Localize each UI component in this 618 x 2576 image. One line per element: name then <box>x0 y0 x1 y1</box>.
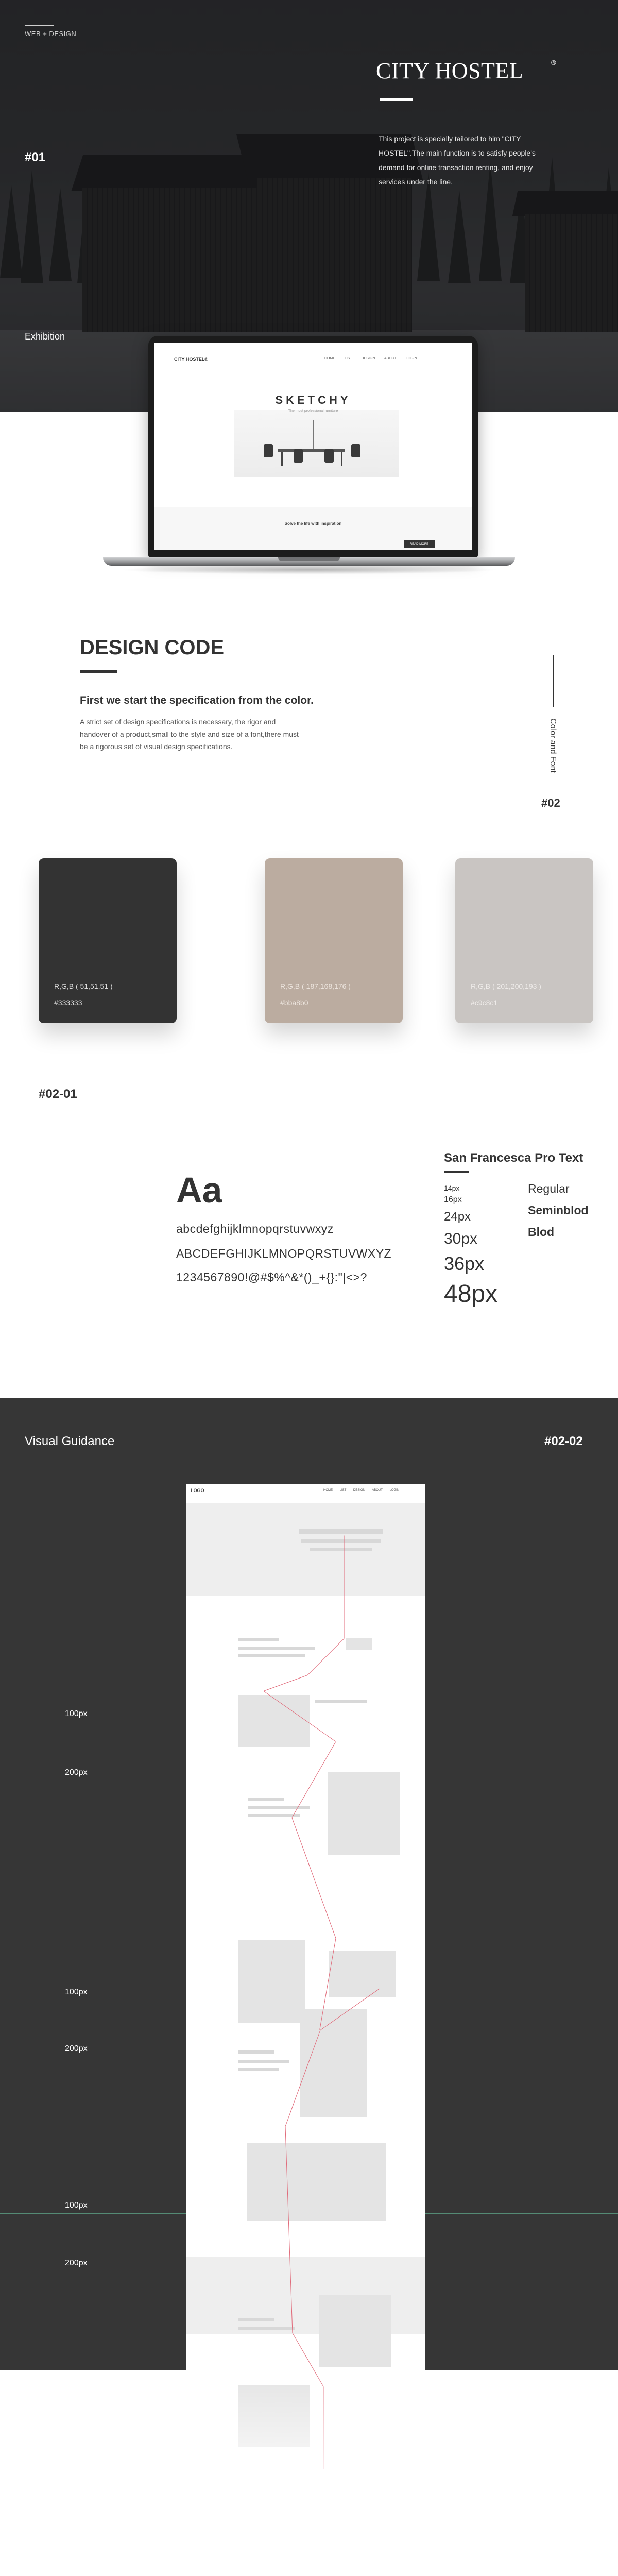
wireframe-nav: HOME LIST DESIGN ABOUT LOGIN <box>323 1489 400 1492</box>
chair-shape <box>294 449 303 463</box>
table-shape <box>278 449 345 452</box>
swatch-hex: #bba8b0 <box>280 998 308 1007</box>
brand-logo: CITY HOSTEL <box>376 58 524 83</box>
wireframe-line <box>299 1529 383 1534</box>
visual-guidance-title: Visual Guidance <box>25 1434 115 1448</box>
spacing-label: 200px <box>65 2044 88 2053</box>
section-number-02-02: #02-02 <box>544 1434 583 1448</box>
wireframe-line <box>238 2327 295 2330</box>
wireframe-hero <box>186 1503 425 1596</box>
wireframe-line <box>238 1654 305 1657</box>
wireframe-block <box>238 1940 305 2023</box>
wireframe-line <box>238 2060 289 2063</box>
wireframe-line <box>310 1548 372 1551</box>
uppercase-glyphs: ABCDEFGHIJKLMNOPQRSTUVWXYZ <box>176 1247 392 1260</box>
laptop-shadow <box>118 565 500 574</box>
font-size-24: 24px <box>444 1210 471 1224</box>
wireframe-block <box>328 1772 400 1855</box>
screen-subtitle: The most professional furniture <box>288 409 338 413</box>
laptop-screen <box>154 343 472 550</box>
spacing-label: 100px <box>65 2201 88 2210</box>
font-weight-regular: Regular <box>528 1182 570 1195</box>
flow-line <box>307 1638 344 1675</box>
section-number: #01 <box>25 150 46 164</box>
design-code-body: A strict set of design specifications is necessary, the rigor and handover of a product,small to the style and size of a font,there must be a rigorous set of visual design specifications. <box>80 718 299 751</box>
color-swatch-beige <box>265 858 403 1023</box>
screen-read-more-button[interactable]: READ MORE <box>404 540 435 548</box>
font-weight-bold: Blod <box>528 1225 555 1239</box>
font-size-30: 30px <box>444 1230 478 1247</box>
title-bar <box>80 670 117 673</box>
lowercase-glyphs: abcdefghijklmnopqrstuvwxyz <box>176 1222 334 1235</box>
wireframe-line <box>248 1806 310 1809</box>
screen-title: SKETCHY <box>275 394 351 406</box>
font-name: San Francesca Pro Text <box>444 1151 583 1165</box>
bottom-fade <box>0 2370 618 2576</box>
swatch-rgb: R,G,B ( 51,51,51 ) <box>54 982 113 990</box>
swatch-hex: #c9c8c1 <box>471 998 498 1007</box>
chair-shape <box>264 444 273 457</box>
spacing-label: 200px <box>65 1768 88 1777</box>
design-code-lead: First we start the specification from the color. <box>80 694 314 706</box>
wireframe-block <box>329 1951 396 1997</box>
font-size-48: 48px <box>444 1280 498 1308</box>
laptop-notch <box>278 557 340 561</box>
font-underline <box>444 1171 469 1173</box>
table-leg <box>281 452 283 466</box>
chair-shape <box>351 444 360 457</box>
font-weight-semibold: Seminblod <box>528 1204 589 1217</box>
symbol-glyphs: 1234567890!@#$%^&*()_+{}:"|<>? <box>176 1270 367 1284</box>
wireframe-logo: LOGO <box>191 1488 204 1493</box>
tag-underline <box>25 25 54 26</box>
section-number-02-01: #02-01 <box>39 1087 77 1101</box>
lamp-shape <box>313 420 314 449</box>
color-and-font-label: Color and Font <box>548 718 557 773</box>
font-size-14: 14px <box>444 1184 460 1192</box>
screen-band-text: Solve the life with inspiration <box>284 521 342 526</box>
wireframe-page <box>186 1484 425 2509</box>
screen-logo: CITY HOSTEL® <box>174 357 208 362</box>
wireframe-block <box>247 2143 386 2221</box>
exhibition-label: Exhibition <box>25 331 65 342</box>
wireframe-line <box>238 1638 279 1641</box>
wireframe-line <box>238 2318 274 2321</box>
side-divider <box>553 655 554 707</box>
flow-line <box>264 1675 307 1691</box>
swatch-rgb: R,G,B ( 201,200,193 ) <box>471 982 541 990</box>
logo-underline <box>380 98 413 101</box>
spacing-label: 100px <box>65 1709 88 1718</box>
wireframe-line <box>315 1700 367 1703</box>
project-description: This project is specially tailored to him "CITY HOSTEL".The main function is to satisfy people's demand for online transaction renting, and enjoy services under the line. <box>379 134 536 186</box>
hero-tag: WEB + DESIGN <box>25 30 77 38</box>
color-swatch-dark <box>39 858 177 1023</box>
wireframe-line <box>238 1647 315 1650</box>
wireframe-block <box>238 1695 310 1747</box>
spacing-label: 100px <box>65 1988 88 1996</box>
design-code-title: DESIGN CODE <box>80 636 225 659</box>
flow-line <box>344 1536 345 1639</box>
wireframe-block <box>300 2009 367 2117</box>
swatch-hex: #333333 <box>54 998 82 1007</box>
wireframe-block <box>319 2295 391 2367</box>
type-sample: Aa <box>176 1170 222 1210</box>
font-size-36: 36px <box>444 1253 485 1274</box>
color-swatch-grey <box>455 858 593 1023</box>
wireframe-block <box>346 1638 372 1650</box>
swatch-rgb: R,G,B ( 187,168,176 ) <box>280 982 351 990</box>
wireframe-line <box>238 2068 279 2071</box>
wireframe-line <box>248 1798 284 1801</box>
chair-shape <box>324 449 334 463</box>
product-backdrop <box>234 410 399 477</box>
wireframe-line <box>301 1539 381 1543</box>
section-number-02: #02 <box>541 796 560 809</box>
table-leg <box>341 452 342 466</box>
wireframe-line <box>238 2050 274 2054</box>
screen-nav: HOME LIST DESIGN ABOUT LOGIN <box>324 357 417 360</box>
registered-mark: ® <box>551 59 556 66</box>
spacing-label: 200px <box>65 2259 88 2267</box>
font-size-16: 16px <box>444 1195 462 1204</box>
